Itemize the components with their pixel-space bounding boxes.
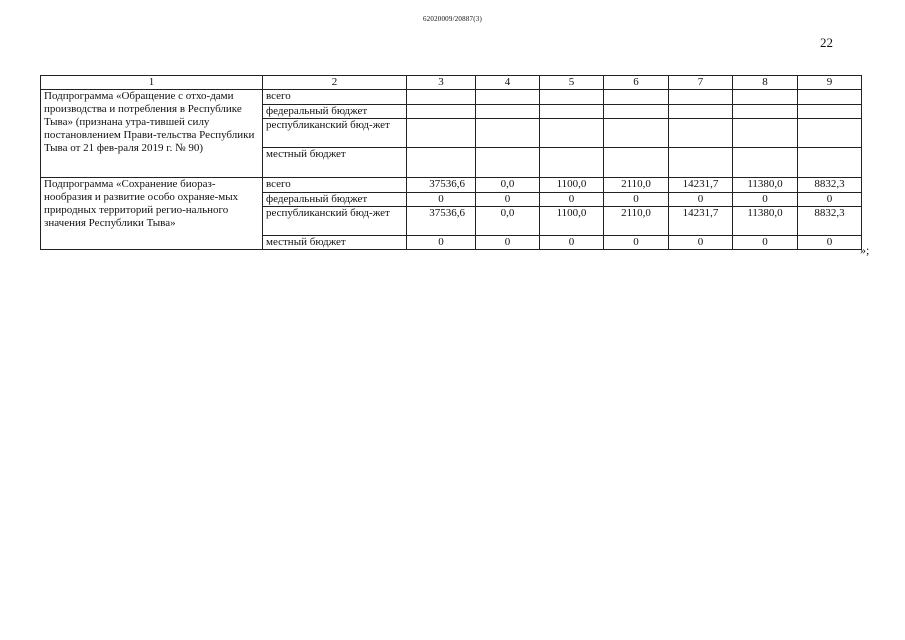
value-cell: 11380,0 [733, 178, 798, 193]
value-cell: 0 [540, 193, 604, 207]
col-header: 1 [41, 76, 263, 90]
col-header: 4 [476, 76, 540, 90]
value-cell: 0 [407, 193, 476, 207]
value-cell [669, 105, 733, 119]
value-cell [798, 148, 862, 178]
value-cell [407, 119, 476, 148]
value-cell [669, 148, 733, 178]
document-id: 62020009/20887(3) [422, 15, 482, 23]
value-cell: 0,0 [476, 207, 540, 236]
value-cell: 0 [476, 193, 540, 207]
value-cell [476, 105, 540, 119]
funding-source: республиканский бюд-жет [263, 207, 407, 236]
value-cell [407, 148, 476, 178]
value-cell [407, 90, 476, 105]
value-cell [733, 119, 798, 148]
col-header: 7 [669, 76, 733, 90]
value-cell: 0 [604, 193, 669, 207]
col-header: 8 [733, 76, 798, 90]
value-cell [669, 119, 733, 148]
funding-source: федеральный бюджет [263, 193, 407, 207]
value-cell [604, 119, 669, 148]
value-cell: 14231,7 [669, 207, 733, 236]
value-cell [798, 105, 862, 119]
value-cell [669, 90, 733, 105]
value-cell [540, 90, 604, 105]
funding-source: местный бюджет [263, 148, 407, 178]
col-header: 6 [604, 76, 669, 90]
value-cell: 2110,0 [604, 178, 669, 193]
value-cell: 2110,0 [604, 207, 669, 236]
value-cell: 8832,3 [798, 178, 862, 193]
value-cell: 0 [733, 193, 798, 207]
value-cell: 14231,7 [669, 178, 733, 193]
value-cell: 1100,0 [540, 178, 604, 193]
value-cell [733, 90, 798, 105]
closing-quote-mark: »; [860, 243, 870, 257]
value-cell: 0 [407, 236, 476, 250]
col-header: 3 [407, 76, 476, 90]
funding-source: федеральный бюджет [263, 105, 407, 119]
value-cell [476, 90, 540, 105]
budget-table [40, 75, 862, 250]
value-cell: 0 [733, 236, 798, 250]
value-cell [540, 148, 604, 178]
value-cell [540, 105, 604, 119]
value-cell: 0 [798, 236, 862, 250]
value-cell [540, 119, 604, 148]
value-cell: 8832,3 [798, 207, 862, 236]
value-cell: 37536,6 [407, 207, 476, 236]
value-cell [476, 148, 540, 178]
value-cell: 0,0 [476, 178, 540, 193]
col-header: 2 [263, 76, 407, 90]
program-title: Подпрограмма «Сохранение биораз-нообразия и развитие особо охраняе-мых природных территорий регио-нального значения Республики Тыва» [41, 178, 263, 250]
value-cell [604, 148, 669, 178]
value-cell: 0 [540, 236, 604, 250]
value-cell: 0 [669, 193, 733, 207]
table-row [41, 90, 862, 105]
funding-source: всего [263, 178, 407, 193]
table-header-row [41, 76, 862, 90]
value-cell [604, 105, 669, 119]
col-header: 9 [798, 76, 862, 90]
value-cell: 0 [604, 236, 669, 250]
program-title: Подпрограмма «Обращение с отхо-дами производства и потребления в Республике Тыва» (признана утра-тившей силу постановлением Прави-тельства Республики Тыва от 21 фев-раля 2019 г. № 90) [41, 90, 263, 178]
value-cell [476, 119, 540, 148]
value-cell: 0 [669, 236, 733, 250]
value-cell [604, 90, 669, 105]
col-header: 5 [540, 76, 604, 90]
value-cell [798, 119, 862, 148]
funding-source: местный бюджет [263, 236, 407, 250]
value-cell: 11380,0 [733, 207, 798, 236]
value-cell: 1100,0 [540, 207, 604, 236]
value-cell [733, 148, 798, 178]
table-row [41, 178, 862, 193]
funding-source: всего [263, 90, 407, 105]
value-cell: 0 [476, 236, 540, 250]
value-cell [733, 105, 798, 119]
value-cell: 37536,6 [407, 178, 476, 193]
value-cell: 0 [798, 193, 862, 207]
value-cell [407, 105, 476, 119]
funding-source: республиканский бюд-жет [263, 119, 407, 148]
page-number: 22 [820, 35, 833, 50]
value-cell [798, 90, 862, 105]
